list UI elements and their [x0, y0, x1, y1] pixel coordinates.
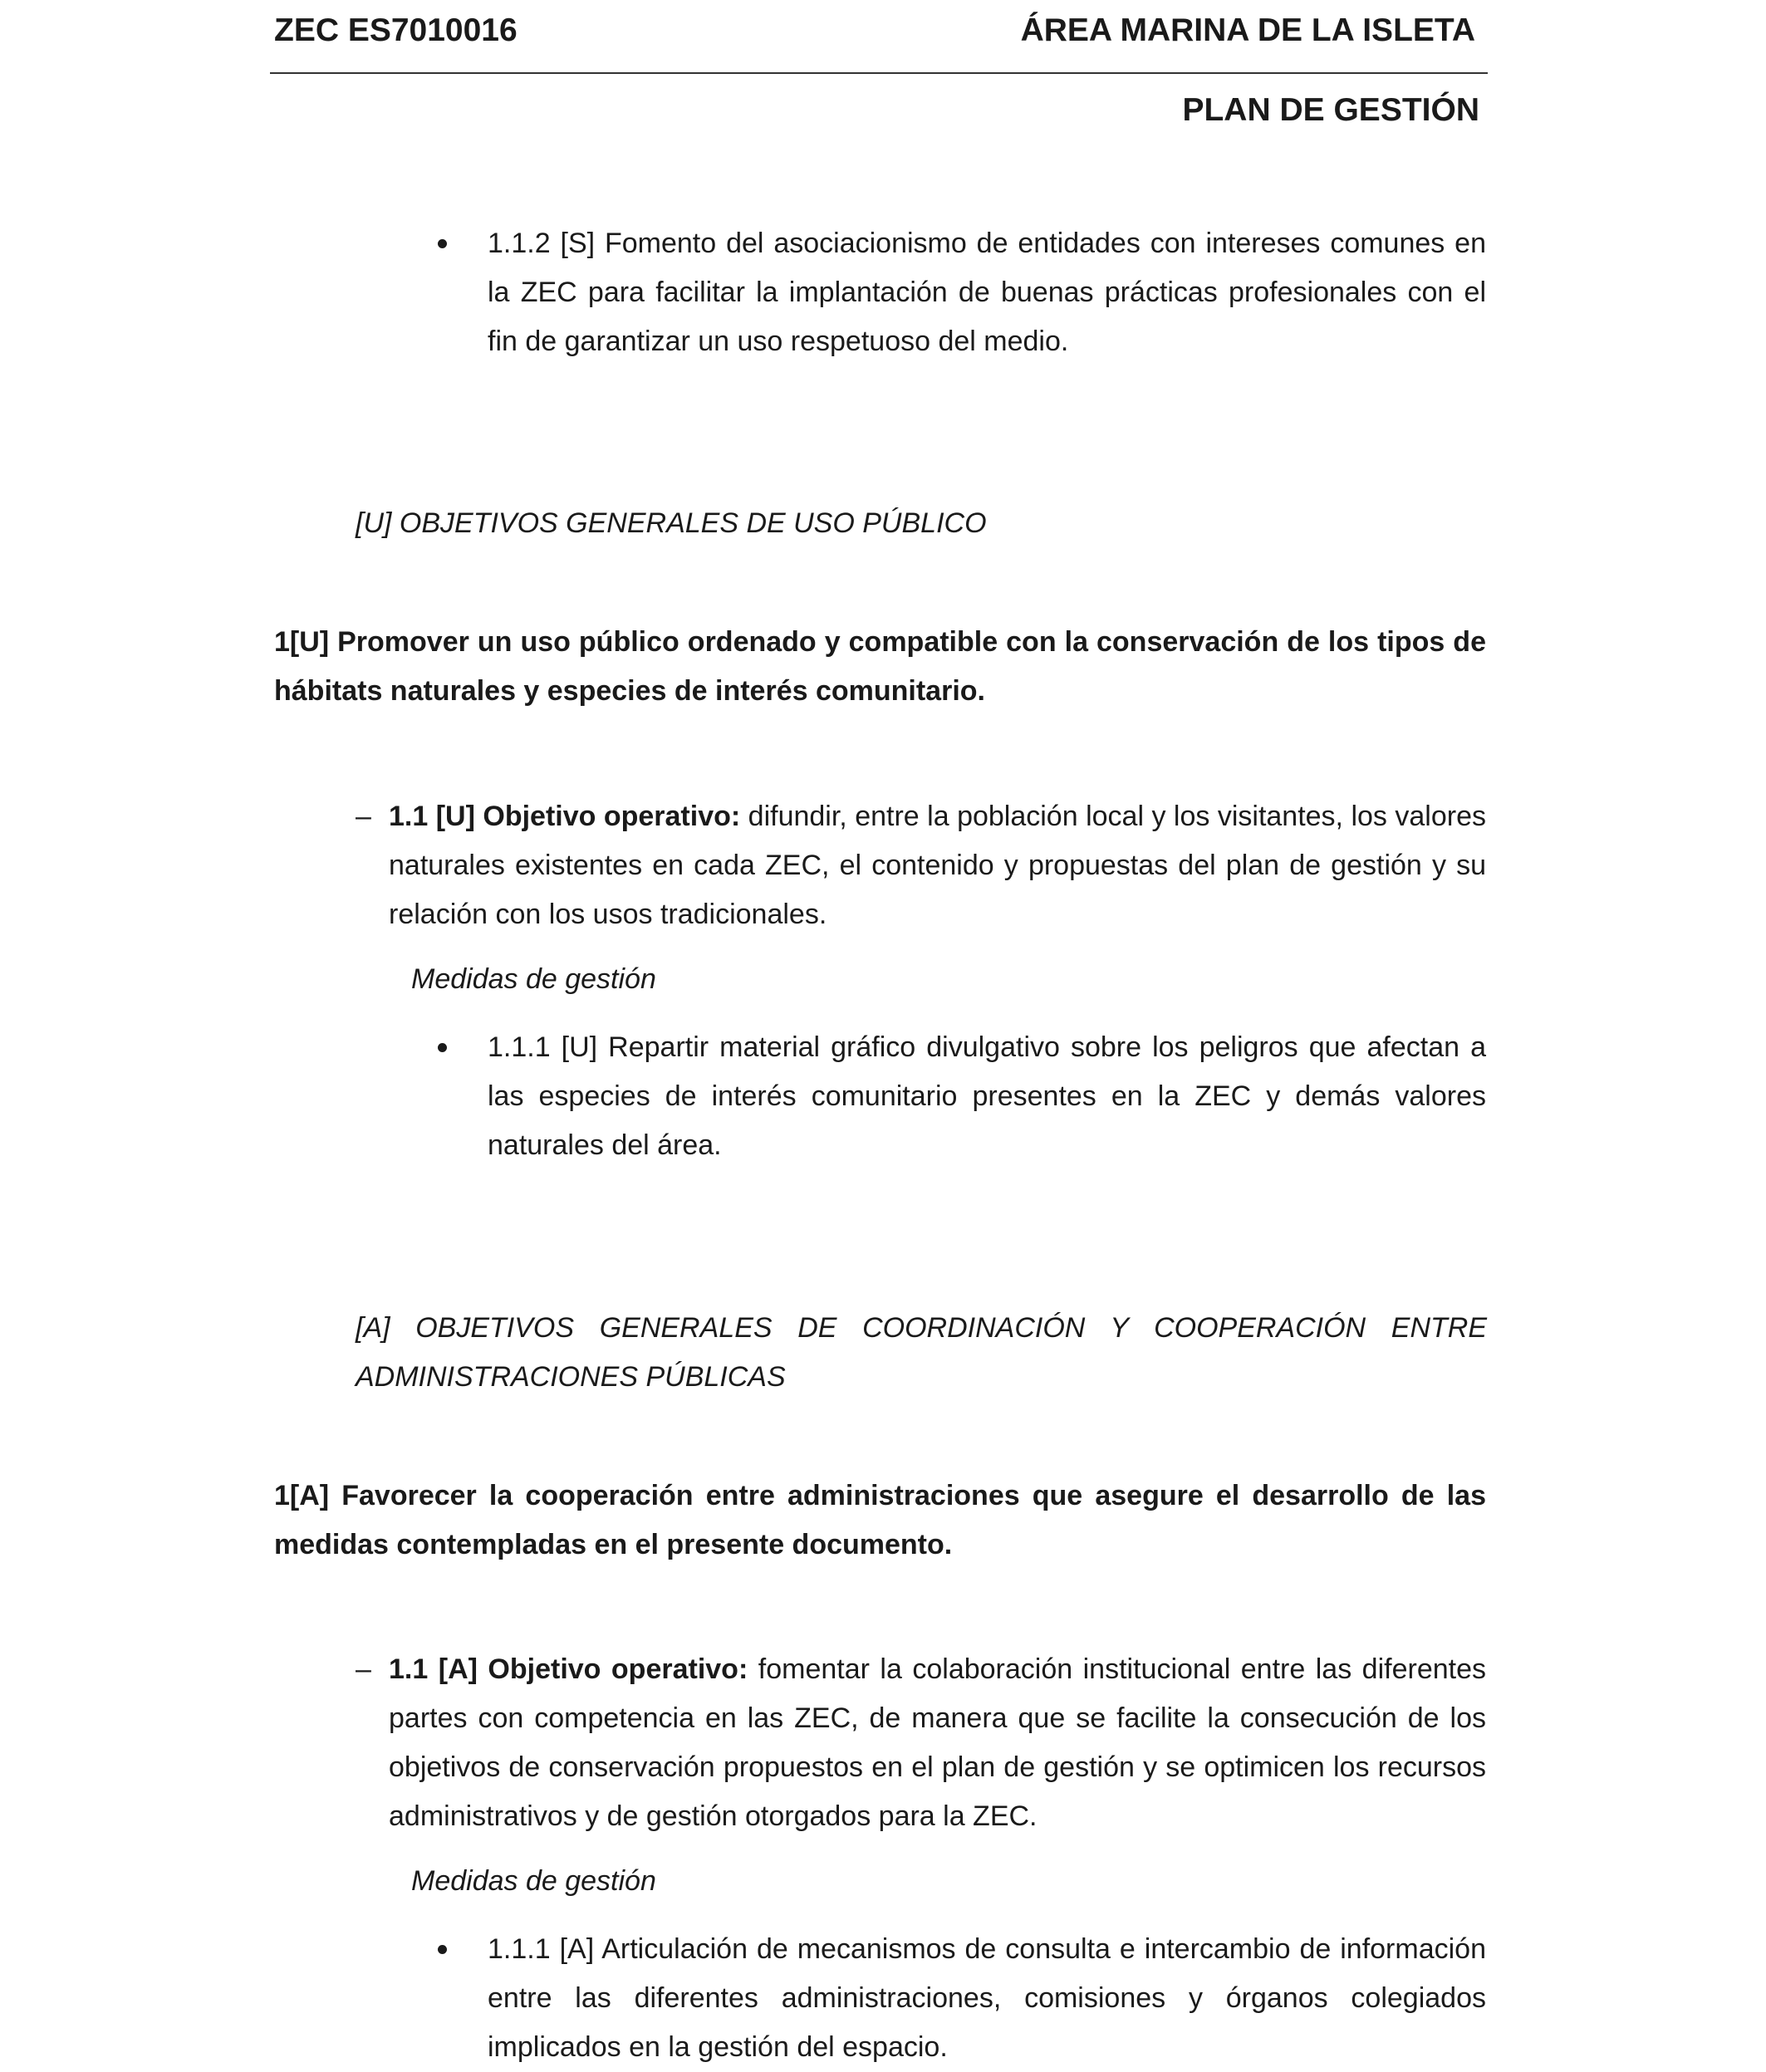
header-divider [270, 72, 1488, 74]
operational-objective-text [389, 1645, 1486, 1841]
list-item-measure-s-112 [438, 219, 1486, 366]
list-item-operational-objective-a [356, 1645, 1486, 1841]
measures-subheading-a: Medidas de gestión [411, 1865, 656, 1897]
list-item-measure-u-111 [438, 1023, 1486, 1170]
dash-marker-icon: – [356, 1653, 371, 1685]
operational-objective-text [389, 792, 1486, 939]
general-goal-a: 1[A] Favorecer la cooperación entre administraciones que asegure el desarrollo de las medidas contempladas en el presente documento. [274, 1480, 1486, 1560]
measure-text: 1.1.1 [U] Repartir material gráfico divulgativo sobre los peligros que afectan a las especies de interés comunitario presentes en la ZEC y demás valores naturales del área. [488, 1031, 1486, 1161]
list-item-measure-a-111 [438, 1925, 1486, 2072]
general-goal-u: 1[U] Promover un uso público ordenado y compatible con la conservación de los tipos de hábitats naturales y especies de interés comunitario. [274, 626, 1486, 707]
objective-label: 1.1 [A] Objetivo operativo: [389, 1653, 748, 1685]
objective-label: 1.1 [U] Objetivo operativo: [389, 801, 741, 832]
header-area-name: ÁREA MARINA DE LA ISLETA [1020, 12, 1475, 48]
header-plan-title: PLAN DE GESTIÓN [1182, 92, 1479, 128]
measure-text: 1.1.2 [S] Fomento del asociacionismo de entidades con intereses comunes en la ZEC para facilitar la implantación de buenas prácticas profesionales con el fin de garantizar un uso respetuoso del medio. [488, 228, 1486, 357]
objective-description: fomentar la colaboración institucional entre las diferentes partes con competencia en las ZEC, de manera que se facilite la consecución de los objetivos de conservación propuestos en el plan de gestión y se optimicen los recursos administrativos y de gestión otorgados para la ZEC. [389, 1653, 1486, 1832]
dash-marker-icon: – [356, 801, 371, 832]
measure-text: 1.1.1 [A] Articulación de mecanismos de consulta e intercambio de información entre las diferentes administraciones, comisiones y órganos colegiados implicados en la gestión del espacio. [488, 1933, 1486, 2063]
header-zec-code: ZEC ES7010016 [274, 12, 518, 48]
list-item-operational-objective-u [356, 792, 1486, 939]
measures-subheading-u: Medidas de gestión [411, 963, 656, 995]
objective-description: difundir, entre la población local y los visitantes, los valores naturales existentes en cada ZEC, el contenido y propuestas del plan de gestión y su relación con los usos tradicionales. [389, 801, 1486, 930]
section-heading-uso-publico: [U] OBJETIVOS GENERALES DE USO PÚBLICO [356, 507, 987, 539]
section-heading-coordinacion: [A] OBJETIVOS GENERALES DE COORDINACIÓN Y COOPERACIÓN ENTRE ADMINISTRACIONES PÚBLICAS [356, 1312, 1487, 1393]
